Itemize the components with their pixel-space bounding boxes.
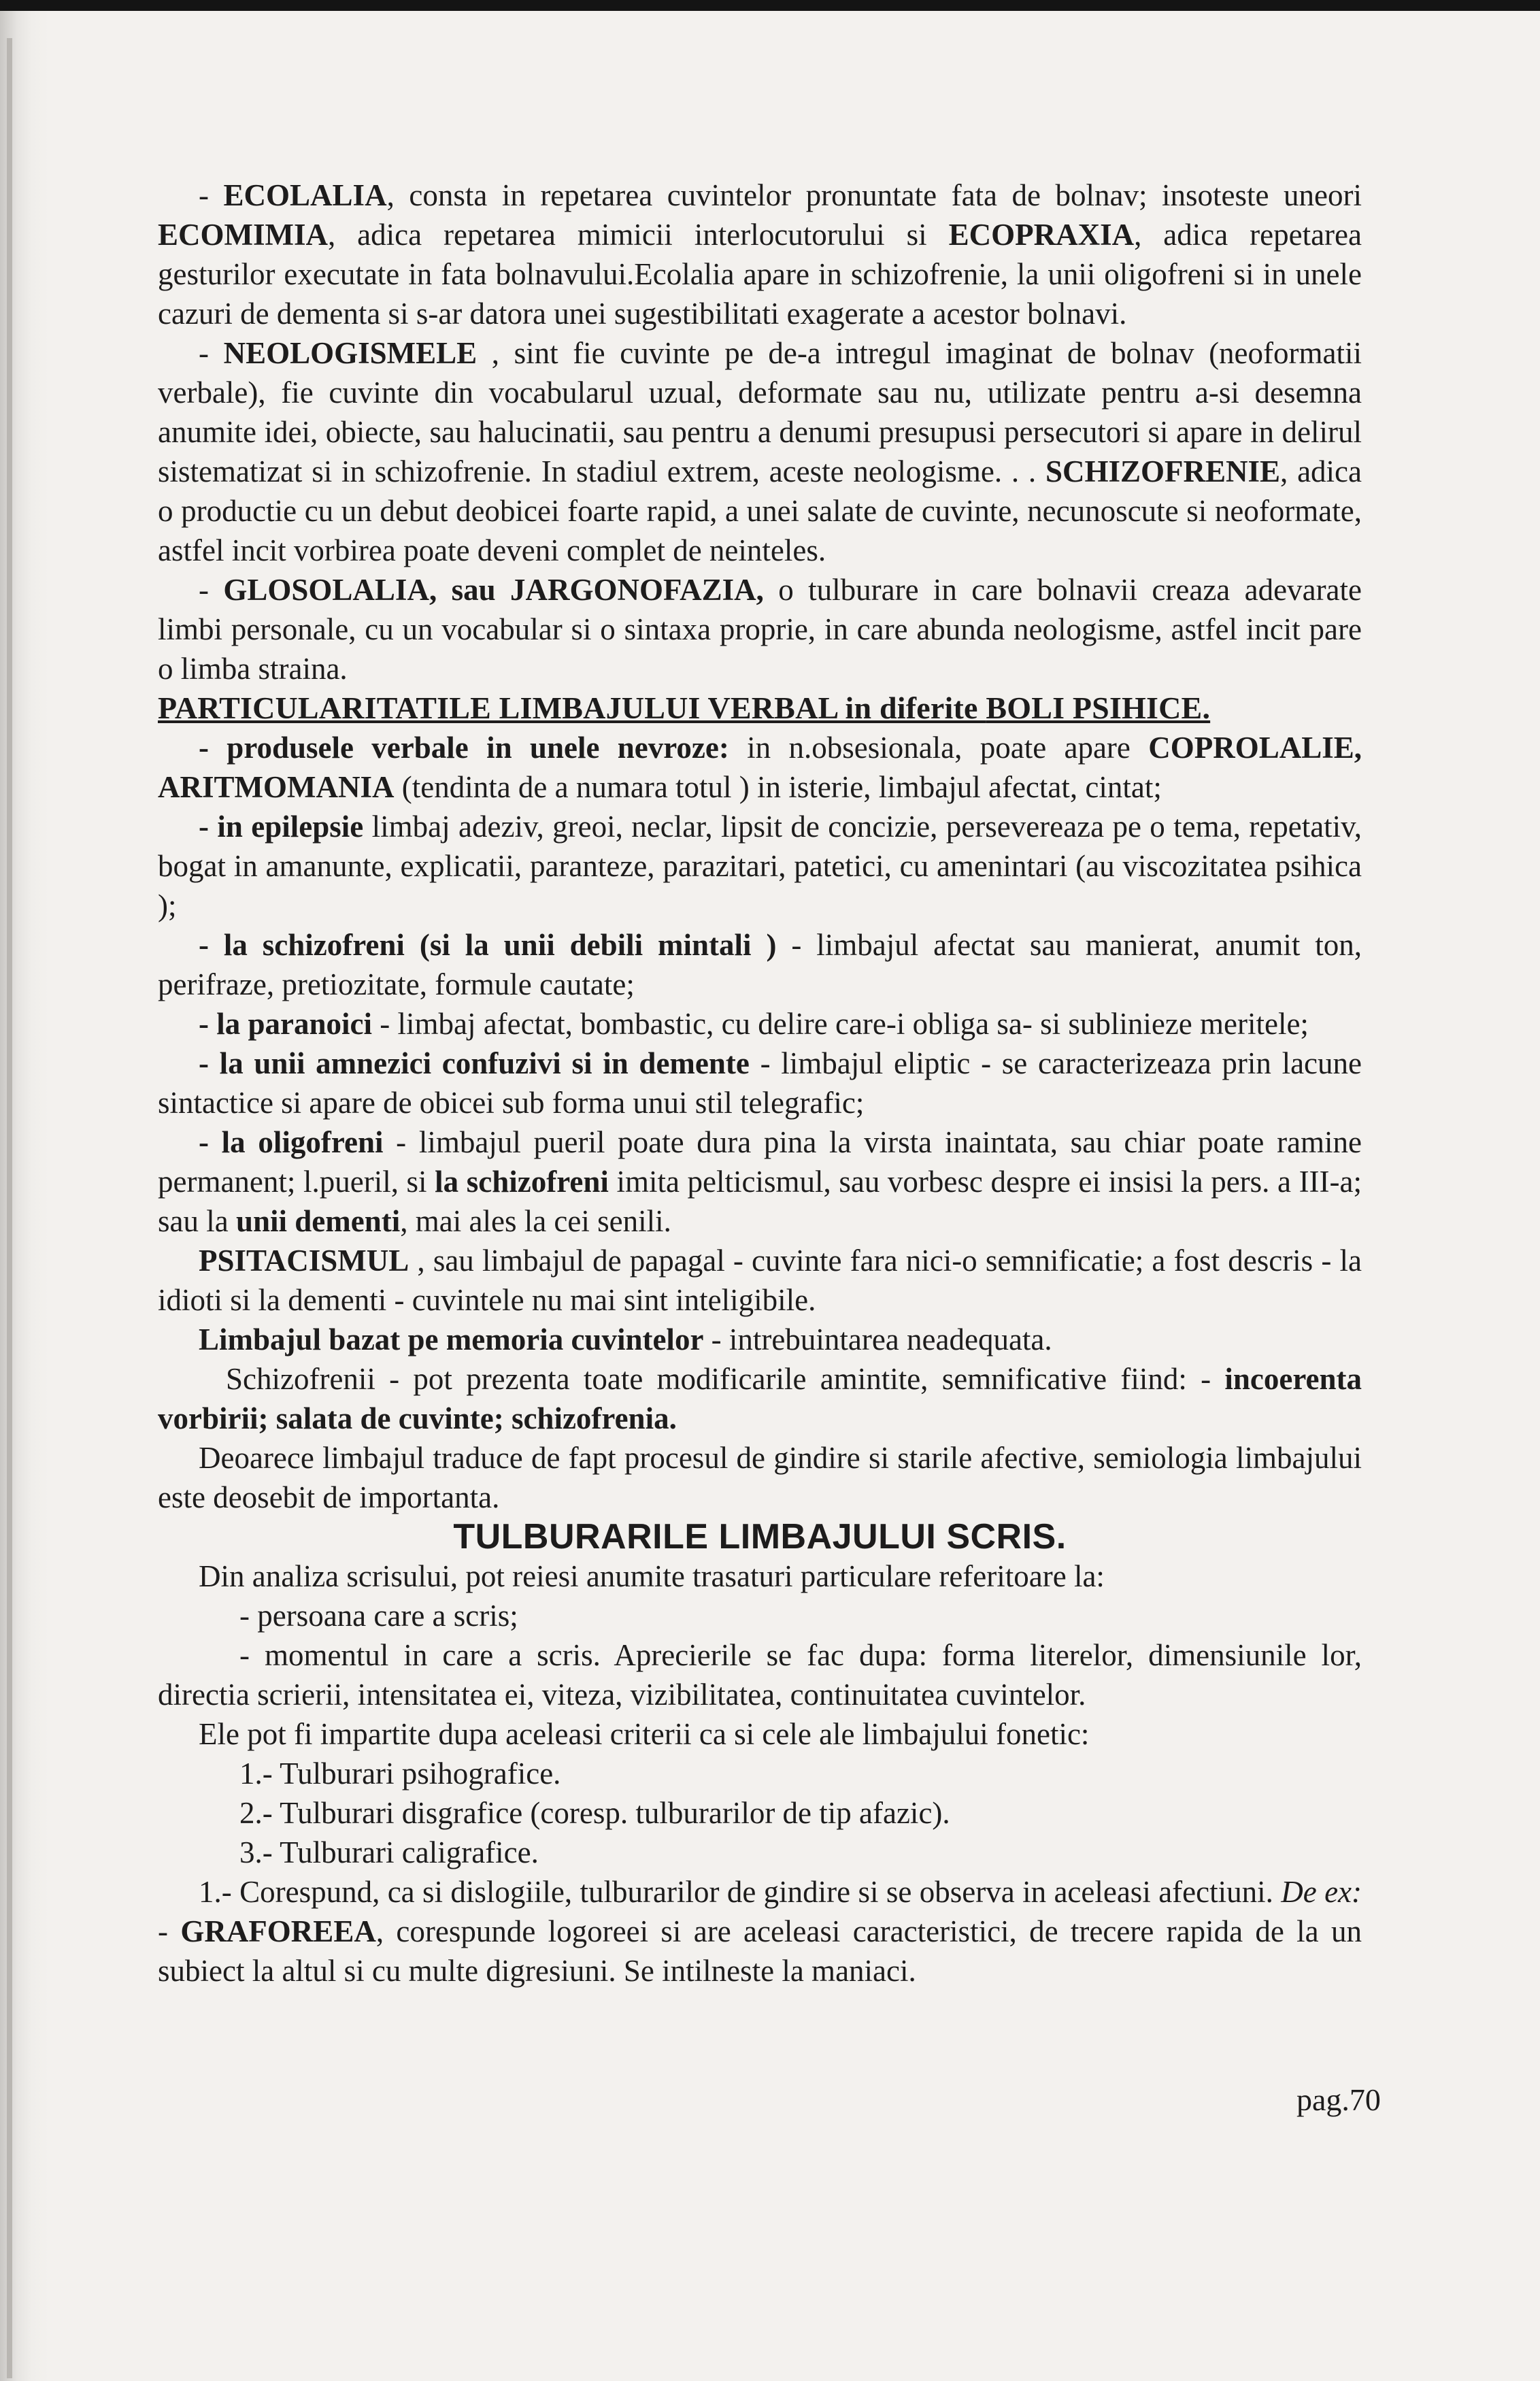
term-oligofreni: - la oligofreni <box>199 1125 384 1159</box>
scan-top-border <box>0 0 1540 11</box>
text: , adica o productie cu un debut deobicei foarte rapid, a unei salate de cuvinte, necunoscute si neoformate, astfel incit vorbirea poate deveni complet de neinteles. <box>158 454 1362 567</box>
term-neologismele: NEOLOGISMELE <box>223 336 478 370</box>
paragraph-amnezici <box>158 1044 1362 1122</box>
paragraph-schizofrenii <box>158 1359 1362 1438</box>
paragraph-psitacismul <box>158 1241 1362 1320</box>
term-ecopraxia: ECOPRAXIA <box>948 218 1135 252</box>
paragraph-neologismele: - NEOLOGISMELE , sint fie cuvinte pe de-a intregul imaginat de bolnav (neoformatii verbale), fie cuvinte din vocabularul uzual, deformate sau nu, utilizate pentru a-si desemna anumite idei, obiecte, sau halucinatii, sau pentru a denumi presupusi persecutori si apare in delirul sistematizat si in schizofrenie. In stadiul extrem, aceste neologisme. . . SCHIZOFRENIE, adica o productie cu un debut deobicei foarte rapid, a unei salate de cuvinte, necunoscute si neoformate, astfel incit vorbirea poate deveni complet de neinteles. <box>158 336 1362 567</box>
text: imita pelticismul, sau vorbesc despre ei insisi la pers. a III-a; sau la <box>158 1165 1362 1238</box>
book-spine-shadow <box>0 11 49 2381</box>
text: limbaj adeziv, greoi, neclar, lipsit de concizie, persevereaza pe o tema, repetativ, bogat in amanunte, explicatii, paranteze, parazitari, patetici, cu amenintari (au viscozitatea psihica ); <box>158 810 1362 922</box>
text: - intrebuintarea neadequata. <box>703 1322 1052 1356</box>
list-item: 3.- Tulburari caligrafice. <box>239 1835 539 1869</box>
term-unii-dementi: unii dementi <box>235 1204 401 1238</box>
paragraph-ecolalia: - ECOLALIA, consta in repetarea cuvintelor pronuntate fata de bolnav; insoteste uneori ECOMIMIA, adica repetarea mimicii interlocutorului si ECOPRAXIA, adica repetarea gesturilor executate in fata bolnavului.Ecolalia apare in schizofrenie, la unii oligofreni si in unele cazuri de dementa si s-ar datora unei sugestibilitati exagerate a acestor bolnavi. <box>158 178 1362 331</box>
paragraph-epilepsie <box>158 807 1362 925</box>
paragraph-oligofreni <box>158 1122 1362 1241</box>
list-item-momentul: - momentul in care a scris. Aprecierile se fac dupa: forma literelor, dimensiunile lor, directia scrierii, intensitatea ei, viteza, vizibilitatea, continuitatea cuvintelor. <box>158 1638 1362 1712</box>
term-ecomimia: ECOMIMIA <box>158 218 328 252</box>
page-number: pag.70 <box>1296 2082 1381 2117</box>
heading-part1: PARTICULARITATILE LIMBAJULUI VERBAL in diferite <box>158 690 986 725</box>
paragraph-memoria <box>158 1320 1362 1359</box>
term-paranoici: - la paranoici <box>199 1007 372 1041</box>
text: , consta in repetarea cuvintelor pronuntate fata de bolnav; insoteste uneori <box>386 178 1362 212</box>
term-memoria: Limbajul bazat pe memoria cuvintelor <box>199 1322 704 1356</box>
paragraph-glosolalia: - GLOSOLALIA, sau JARGONOFAZIA, o tulburare in care bolnavii creaza adevarate limbi personale, cu un vocabular si o sintaxa proprie, in care abunda neologisme, astfel incit pare o limba straina. <box>158 573 1362 686</box>
paragraph-ele: Ele pot fi impartite dupa aceleasi criterii ca si cele ale limbajului fonetic: <box>199 1717 1090 1751</box>
term-grafoareea: GRAFOREEA <box>180 1914 376 1948</box>
term-la-schizofreni: la schizofreni <box>435 1165 609 1199</box>
term-epilepsie: - in epilepsie <box>199 810 364 844</box>
paragraph-nevroze <box>158 728 1362 807</box>
text: - limbajul afectat sau manierat, anumit ton, perifraze, pretiozitate, formule cautate; <box>158 928 1362 1001</box>
text: - limbajul eliptic - se caracterizeaza prin lacune sintactice si apare de obicei sub forma unui stil telegrafic; <box>158 1046 1362 1120</box>
list-item-persoana: - persoana care a scris; <box>239 1599 518 1633</box>
text: , sau limbajul de papagal - cuvinte fara nici-o semnificatie; a fost descris - la idioti si la dementi - cuvintele nu mai sint inteligibile. <box>158 1244 1362 1317</box>
term-schizofrenie: SCHIZOFRENIE <box>1045 454 1281 488</box>
paragraph-grafoareea <box>158 1872 1362 1991</box>
term-psitacismul: PSITACISMUL <box>199 1244 409 1278</box>
term-schizofreni: - la schizofreni (si la unii debili mintali ) <box>199 928 777 962</box>
text: , corespunde logoreei si are aceleasi caracteristici, de trecere rapida de la un subiect la altul si cu multe digresiuni. Se intilneste la maniaci. <box>158 1914 1362 1988</box>
term-glosolalia: GLOSOLALIA, sau JARGONOFAZIA, <box>223 573 764 607</box>
spine-edge <box>7 38 12 2378</box>
section-heading-particularitati <box>158 688 1362 728</box>
paragraph-paranoici <box>158 1004 1362 1044</box>
text: , adica repetarea mimicii interlocutorului si <box>327 218 949 252</box>
text: - limbajul pueril poate dura pina la virsta inaintata, sau chiar poate ramine permanent; l.pueril, si <box>158 1125 1362 1199</box>
term-incoerenta: incoerenta vorbirii; salata de cuvinte; schizofrenia. <box>158 1362 1362 1435</box>
term-ecolalia: ECOLALIA <box>223 178 387 212</box>
text: - <box>158 1914 181 1948</box>
text: o tulburare in care bolnavii creaza adevarate limbi personale, cu un vocabular si o sintaxa proprie, in care abunda neologisme, astfel incit pare o limba straina. <box>158 573 1362 686</box>
text: , adica repetarea gesturilor executate in fata bolnavului.Ecolalia apare in schizofrenie, la unii oligofreni si in unele cazuri de dementa si s-ar datora unei sugestibilitati exagerate a acestor bolnavi. <box>158 218 1362 331</box>
paragraph-deoarece: Deoarece limbajul traduce de fapt procesul de gindire si starile afective, semiologia limbajului este deosebit de importanta. <box>158 1441 1362 1514</box>
heading-part2: BOLI PSIHICE. <box>986 690 1211 725</box>
paragraph-schizofreni <box>158 925 1362 1004</box>
term-amnezici: - la unii amnezici confuzivi si in demente <box>199 1046 750 1080</box>
document-page <box>158 176 1362 1991</box>
text: - limbaj afectat, bombastic, cu delire care-i obliga sa- si sublinieze meritele; <box>372 1007 1309 1041</box>
list-item: 2.- Tulburari disgrafice (coresp. tulburarilor de tip afazic). <box>239 1796 950 1830</box>
text-italic: De ex: <box>1281 1875 1362 1909</box>
text: in n.obsesionala, poate apare <box>729 731 1149 765</box>
paragraph-scris-intro: Din analiza scrisului, pot reiesi anumite trasaturi particulare referitoare la: <box>199 1559 1105 1593</box>
list-item: 1.- Tulburari psihografice. <box>239 1756 561 1791</box>
text: Schizofrenii - pot prezenta toate modificarile amintite, semnificative fiind: - <box>226 1362 1225 1396</box>
text: 1.- Corespund, ca si dislogiile, tulburarilor de gindire si se observa in aceleasi afectiuni. <box>199 1875 1282 1909</box>
text: (tendinta de a numara totul ) in isterie, limbajul afectat, cintat; <box>394 770 1162 804</box>
text: , mai ales la cei senili. <box>400 1204 671 1238</box>
term-coprolalie: COPROLALIE, ARITMOMANIA <box>158 731 1362 804</box>
text: , sint fie cuvinte pe de-a intregul imaginat de bolnav (neoformatii verbale), fie cuvinte din vocabularul uzual, deformate sau nu, utilizate pentru a-si desemna anumite idei, obiecte, sau halucinatii, sau pentru a denumi presupusi persecutori si apare in delirul sistematizat si in schizofrenie. In stadiul extrem, aceste neologisme. . . <box>158 336 1362 488</box>
term-nevroze: - produsele verbale in unele nevroze: <box>199 731 729 765</box>
section-heading-scris: TULBURARILE LIMBAJULUI SCRIS. <box>453 1517 1067 1556</box>
